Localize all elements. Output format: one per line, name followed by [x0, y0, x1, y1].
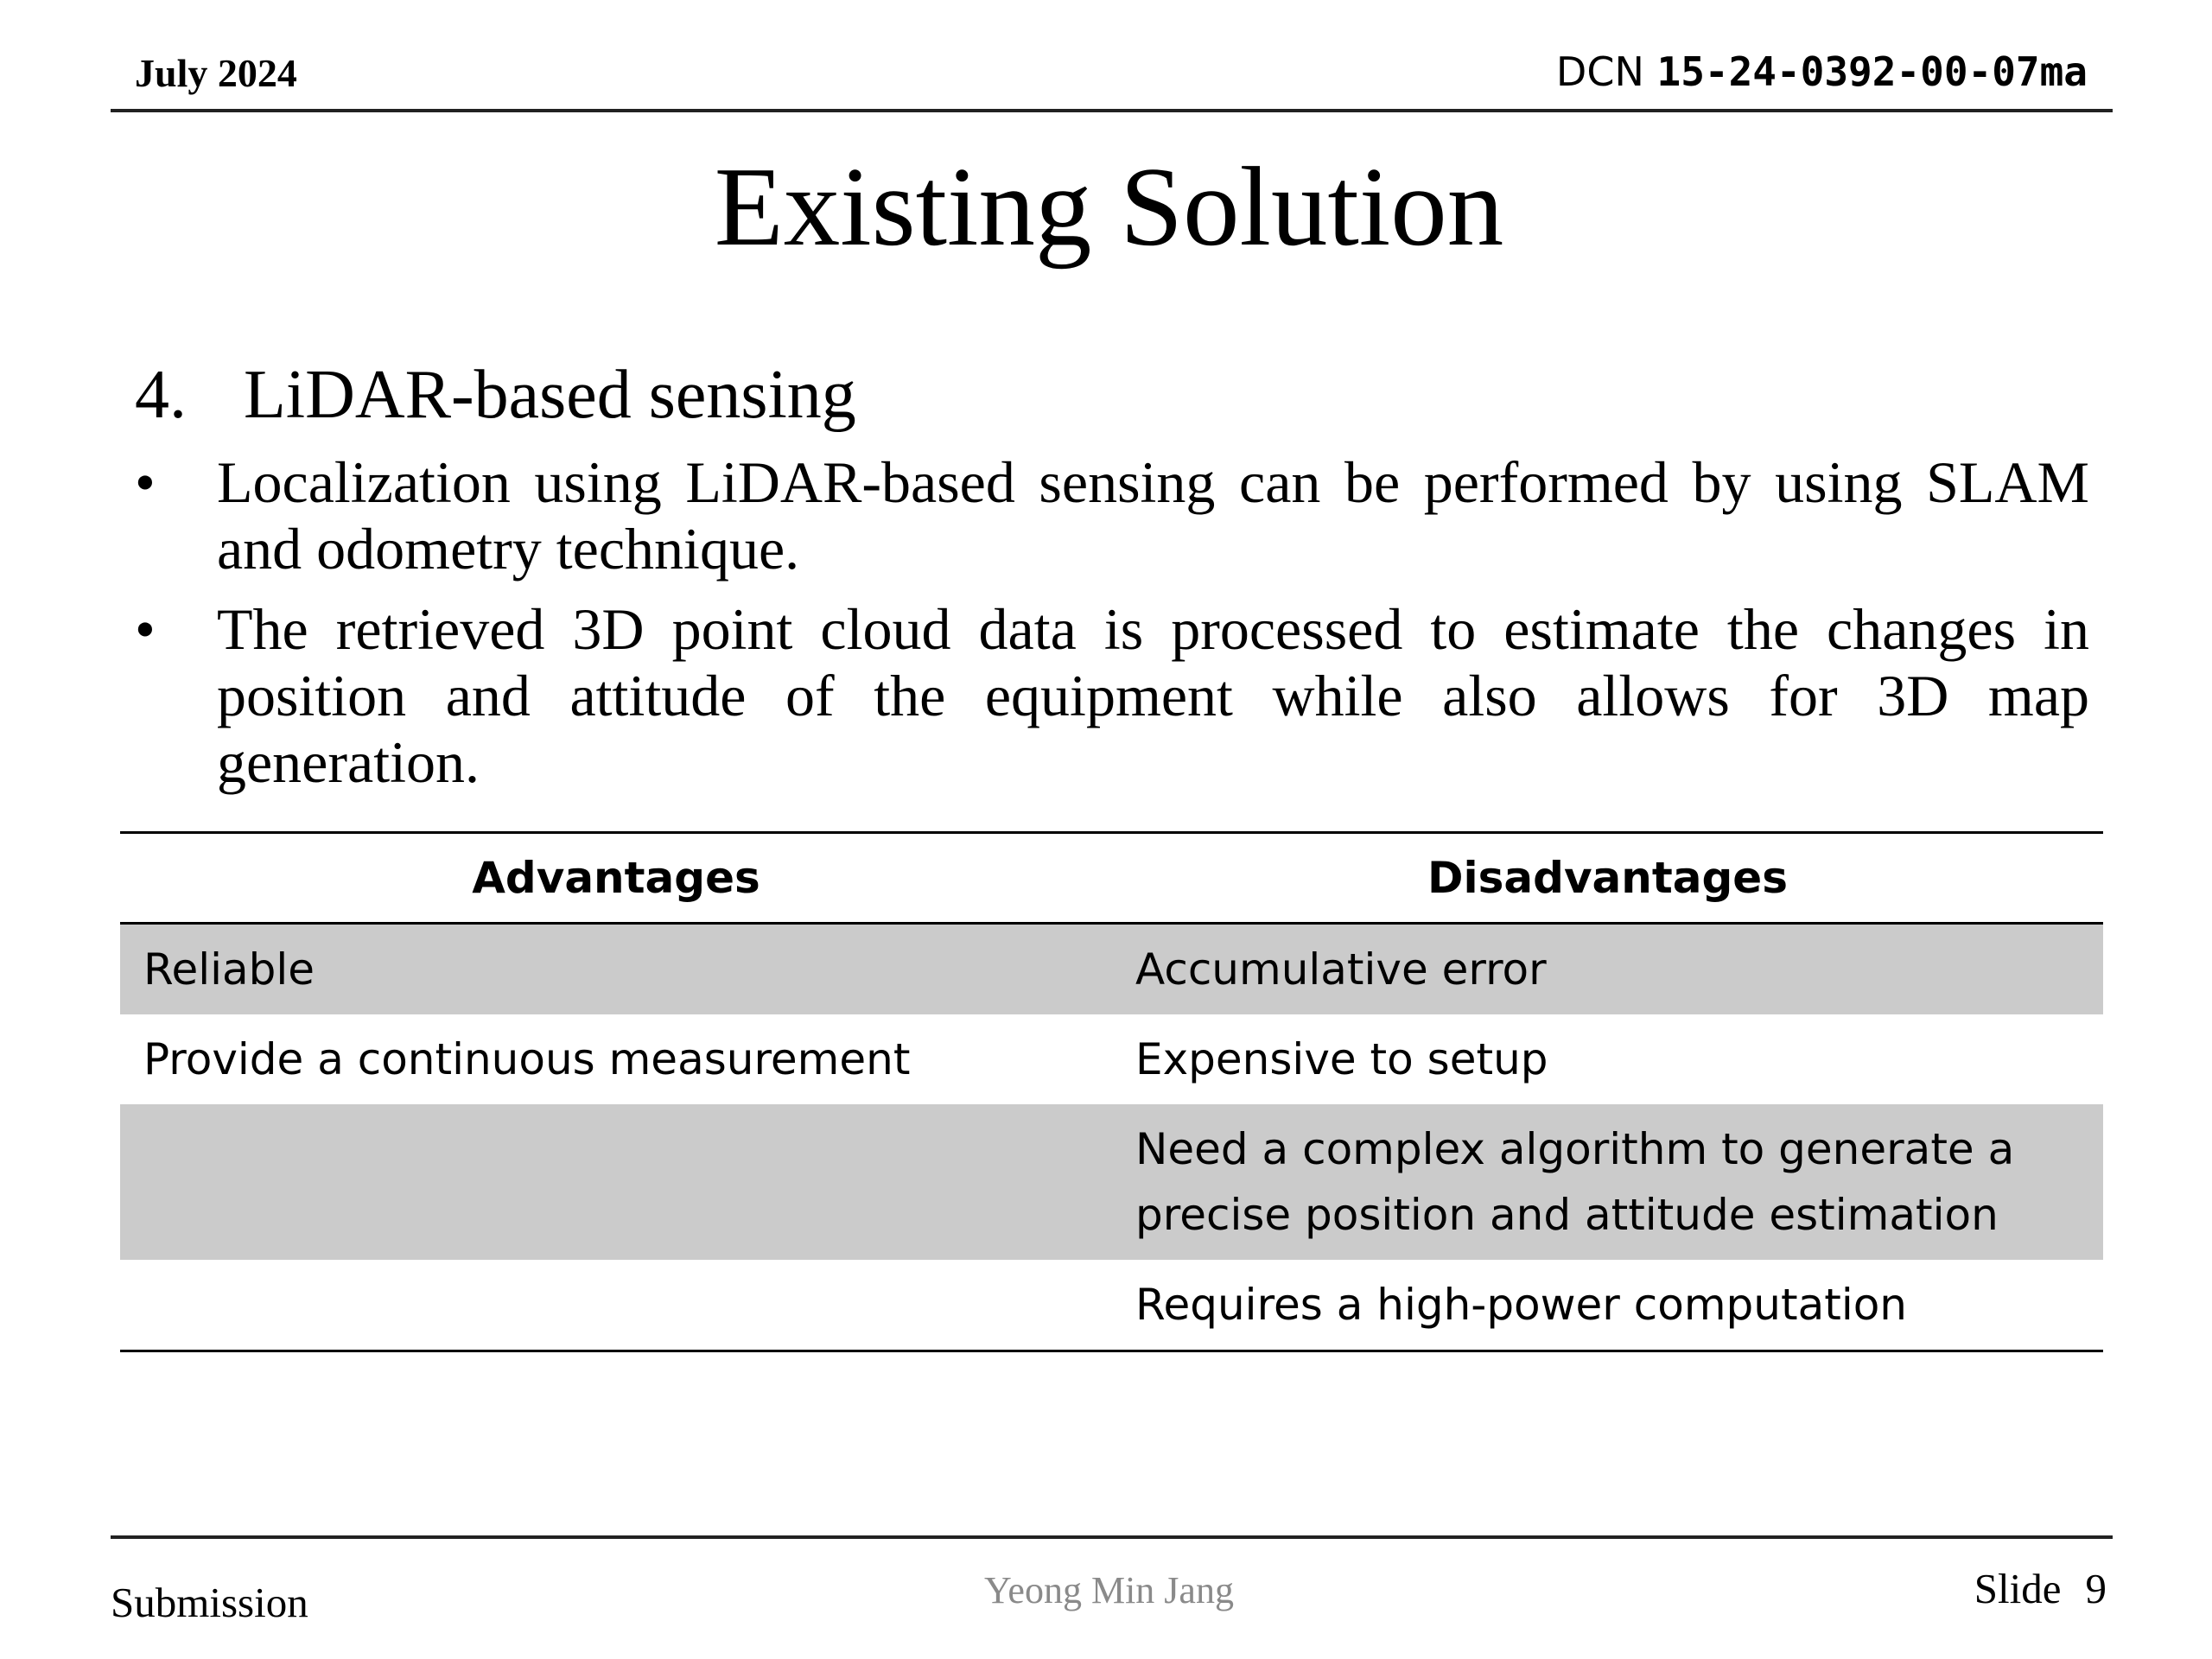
advantage-cell	[120, 1260, 1112, 1351]
slide-number	[1974, 1564, 2107, 1613]
header-advantages: Advantages	[120, 833, 1112, 924]
disadvantage-cell: Accumulative error	[1112, 924, 2103, 1015]
bullet-text: Localization using LiDAR-based sensing can be performed by using SLAM and odometry technique.	[217, 449, 2089, 582]
footer-submission: Submission	[111, 1579, 308, 1626]
dcn-number: 15-24-0392-00-07ma	[1656, 48, 2088, 95]
advantage-cell: Reliable	[120, 924, 1112, 1015]
disadvantage-cell: Requires a high-power computation	[1135, 1280, 1907, 1330]
footer-divider	[111, 1535, 2113, 1539]
section-heading	[135, 354, 856, 436]
dcn-label: DCN	[1555, 48, 1644, 95]
bullet-list	[135, 449, 2089, 810]
header-dcn	[1556, 48, 2088, 95]
table-header-row	[120, 833, 2103, 924]
advantage-cell: Provide a continuous measurement	[143, 1034, 911, 1084]
header-divider	[111, 109, 2113, 112]
table-row	[120, 924, 2103, 1015]
comparison-table	[120, 831, 2103, 1352]
bullet-text: The retrieved 3D point cloud data is processed to estimate the changes in position and attitude of the equipment while also allows for 3D map generation.	[217, 596, 2089, 795]
header-disadvantages: Disadvantages	[1112, 833, 2103, 924]
section-title: LiDAR-based sensing	[244, 357, 856, 433]
bullet-icon: •	[135, 596, 156, 662]
bullet-item	[135, 596, 2089, 796]
table-row	[120, 1014, 2103, 1104]
bullet-icon: •	[135, 449, 156, 515]
advantage-cell	[120, 1104, 1112, 1260]
table-row	[120, 1260, 2103, 1351]
slide-number-value: 9	[2085, 1565, 2107, 1612]
slide-label: Slide	[1974, 1565, 2062, 1612]
bullet-item	[135, 449, 2089, 582]
footer-author: Yeong Min Jang	[984, 1569, 1234, 1611]
header-date: July 2024	[135, 51, 297, 95]
disadvantage-cell: Expensive to setup	[1135, 1034, 1548, 1084]
table-row	[120, 1104, 2103, 1260]
disadvantage-cell: Need a complex algorithm to generate a precise position and attitude estimation	[1112, 1104, 2103, 1260]
section-number: 4.	[135, 357, 187, 433]
slide-title: Existing Solution	[714, 144, 1504, 270]
